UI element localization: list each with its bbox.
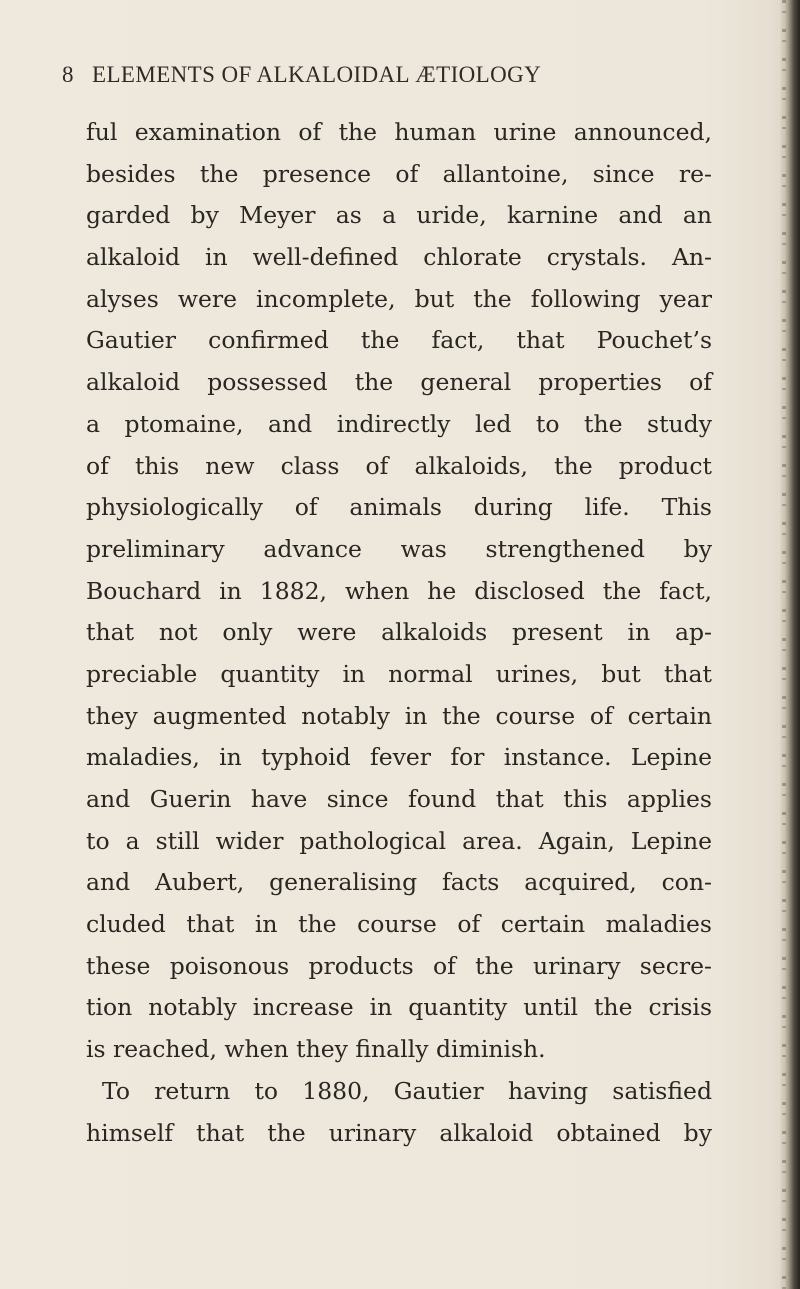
running-head-title: ELEMENTS OF ALKALOIDAL ÆTIOLOGY xyxy=(92,62,542,87)
text-line: physiologically of animals during life. This xyxy=(86,493,712,522)
text-line: maladies, in typhoid fever for instance. Lepine xyxy=(86,743,712,772)
text-line: ful examination of the human urine announced, xyxy=(86,118,712,146)
page-binding-edge xyxy=(780,0,800,1289)
text-line: himself that the urinary alkaloid obtained by xyxy=(86,1118,712,1147)
text-line: Bouchard in 1882, when he disclosed the fact, xyxy=(86,576,712,605)
text-line: alkaloid possessed the general properties of xyxy=(86,368,712,397)
text-line: Gautier confirmed the fact, that Pouchet’s xyxy=(86,326,712,355)
text-line: and Guerin have since found that this applies xyxy=(86,785,712,813)
text-line: to a still wider pathological area. Again, Lepine xyxy=(86,826,712,855)
running-head xyxy=(62,62,762,94)
text-line: a ptomaine, and indirectly led to the study xyxy=(86,409,712,438)
text-line: that not only were alkaloids present in ap- xyxy=(86,618,712,647)
text-line: and Aubert, generalising facts acquired, con- xyxy=(86,868,712,897)
text-line: preciable quantity in normal urines, but that xyxy=(86,659,712,688)
text-line: they augmented notably in the course of certain xyxy=(86,701,712,730)
text-line: tion notably increase in quantity until the crisis xyxy=(86,993,712,1022)
text-line: alyses were incomplete, but the following year xyxy=(86,284,712,313)
page-number: 8 xyxy=(62,62,74,87)
text-line: preliminary advance was strengthened by xyxy=(86,534,712,563)
text-line-paragraph-end: is reached, when they finally diminish. xyxy=(86,1035,546,1064)
text-line: cluded that in the course of certain maladies xyxy=(86,910,712,939)
text-line: alkaloid in well-defined chlorate crystals. An- xyxy=(86,243,712,272)
text-line: these poisonous products of the urinary secre- xyxy=(86,951,712,980)
text-line: of this new class of alkaloids, the product xyxy=(86,451,712,480)
text-line: garded by Meyer as a uride, karnine and an xyxy=(86,201,712,230)
body-text xyxy=(86,112,712,1154)
text-line-paragraph-start: To return to 1880, Gautier having satisfied xyxy=(102,1076,712,1105)
text-line: besides the presence of allantoine, since re- xyxy=(86,159,712,188)
